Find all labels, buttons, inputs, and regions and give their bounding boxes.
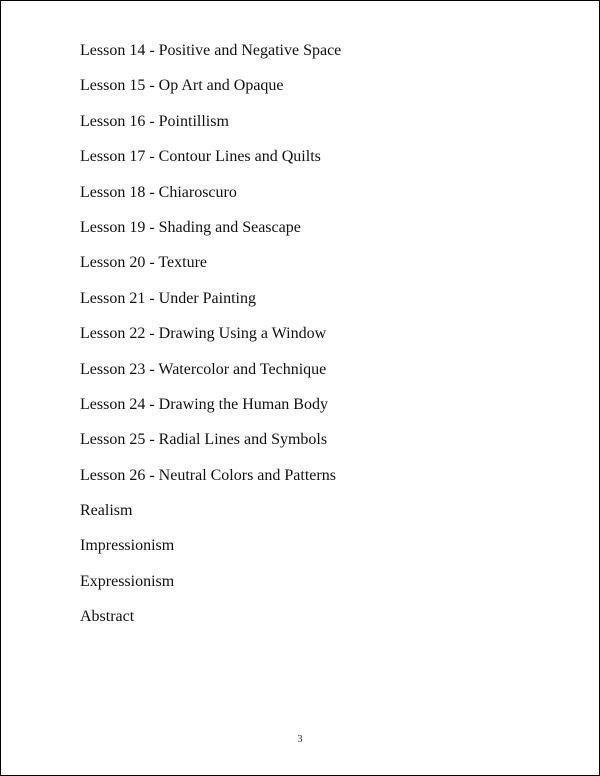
list-item: Lesson 18 - Chiaroscuro bbox=[80, 183, 237, 201]
list-item: Impressionism bbox=[80, 537, 175, 555]
list-item: Lesson 25 - Radial Lines and Symbols bbox=[80, 431, 328, 449]
list-item: Lesson 22 - Drawing Using a Window bbox=[80, 325, 327, 343]
lesson-list bbox=[80, 38, 341, 640]
list-item: Lesson 14 - Positive and Negative Space bbox=[80, 42, 342, 59]
page-number: 3 bbox=[297, 734, 303, 745]
list-item: Lesson 16 - Pointillism bbox=[80, 112, 229, 130]
list-item: Abstract bbox=[80, 608, 135, 626]
list-item: Lesson 24 - Drawing the Human Body bbox=[80, 395, 328, 413]
list-item: Lesson 21 - Under Painting bbox=[80, 289, 256, 307]
list-item: Lesson 17 - Contour Lines and Quilts bbox=[80, 148, 321, 166]
list-item: Lesson 23 - Watercolor and Technique bbox=[80, 360, 327, 378]
list-item: Realism bbox=[80, 502, 133, 520]
list-item: Lesson 19 - Shading and Seascape bbox=[80, 218, 301, 236]
list-item: Lesson 26 - Neutral Colors and Patterns bbox=[80, 466, 336, 484]
list-item: Expressionism bbox=[80, 572, 175, 590]
list-item: Lesson 20 - Texture bbox=[80, 254, 207, 272]
list-item: Lesson 15 - Op Art and Opaque bbox=[80, 77, 284, 95]
